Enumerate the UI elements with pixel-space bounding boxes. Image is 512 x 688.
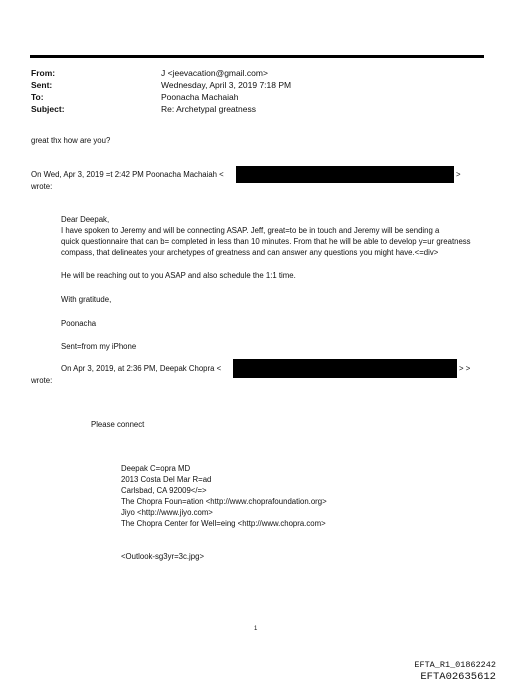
signature-line: 2013 Costa Del Mar R=ad (121, 475, 212, 484)
header-rule (30, 55, 484, 58)
from-label: From: (31, 68, 56, 78)
subject-label: Subject: (31, 104, 65, 114)
to-value: Poonacha Machaiah (161, 92, 239, 102)
signature-line: Jiyo <http://www.jiyo.com> (121, 508, 213, 517)
sender-name: Poonacha (61, 319, 97, 328)
signature-line: The Chopra Center for Well=eing <http://www.chopra.com> (121, 519, 326, 528)
quote1-wrote: wrote: (31, 182, 53, 191)
page-number: 1 (254, 626, 258, 632)
signature-line: The Chopra Foun=ation <http://www.choprafoundation.org> (121, 497, 327, 506)
para1-line: compass, that delineates your archetypes of greatness and can answer any questions you might have.<=div> (61, 248, 439, 257)
signature-line: Carlsbad, CA 92009</=> (121, 486, 207, 495)
attachment-name: <Outlook-sg3yr=3c.jpg> (121, 552, 204, 561)
sent-label: Sent: (31, 80, 53, 90)
doc-id-large: EFTA02635612 (420, 671, 496, 683)
sent-value: Wednesday, April 3, 2019 7:18 PM (161, 80, 292, 90)
from-value: J <jeevacation@gmail.com> (161, 68, 268, 78)
quote2-attribution: On Apr 3, 2019, at 2:36 PM, Deepak Chopra < (61, 364, 222, 373)
para1-line: I have spoken to Jeremy and will be connecting ASAP. Jeff, great=to be in touch and Jeremy will be sending a (61, 226, 440, 235)
subject-value: Re: Archetypal greatness (161, 104, 256, 114)
quote1-attribution-end: > (456, 170, 461, 179)
doc-id-small: EFTA_R1_01862242 (414, 660, 496, 670)
para1-line: quick questionnaire that can b= completed in less than 10 minutes. From that he will be able to develop y=ur greatness (61, 237, 471, 246)
please-connect: Please connect (91, 420, 145, 429)
sent-from-line: Sent=from my iPhone (61, 342, 137, 351)
quote2-attribution-end: > > (459, 364, 471, 373)
quote1-attribution: On Wed, Apr 3, 2019 =t 2:42 PM Poonacha Machaiah < (31, 170, 224, 179)
para2: He will be reaching out to you ASAP and also schedule the 1:1 time. (61, 271, 296, 280)
quote2-wrote: wrote: (31, 376, 53, 385)
redaction-block (236, 166, 454, 183)
reply-text: great thx how are you? (31, 136, 111, 145)
to-label: To: (31, 92, 44, 102)
greeting: Dear Deepak, (61, 215, 110, 224)
redaction-block (233, 359, 457, 378)
closing: With gratitude, (61, 295, 112, 304)
signature-line: Deepak C=opra MD (121, 464, 191, 473)
